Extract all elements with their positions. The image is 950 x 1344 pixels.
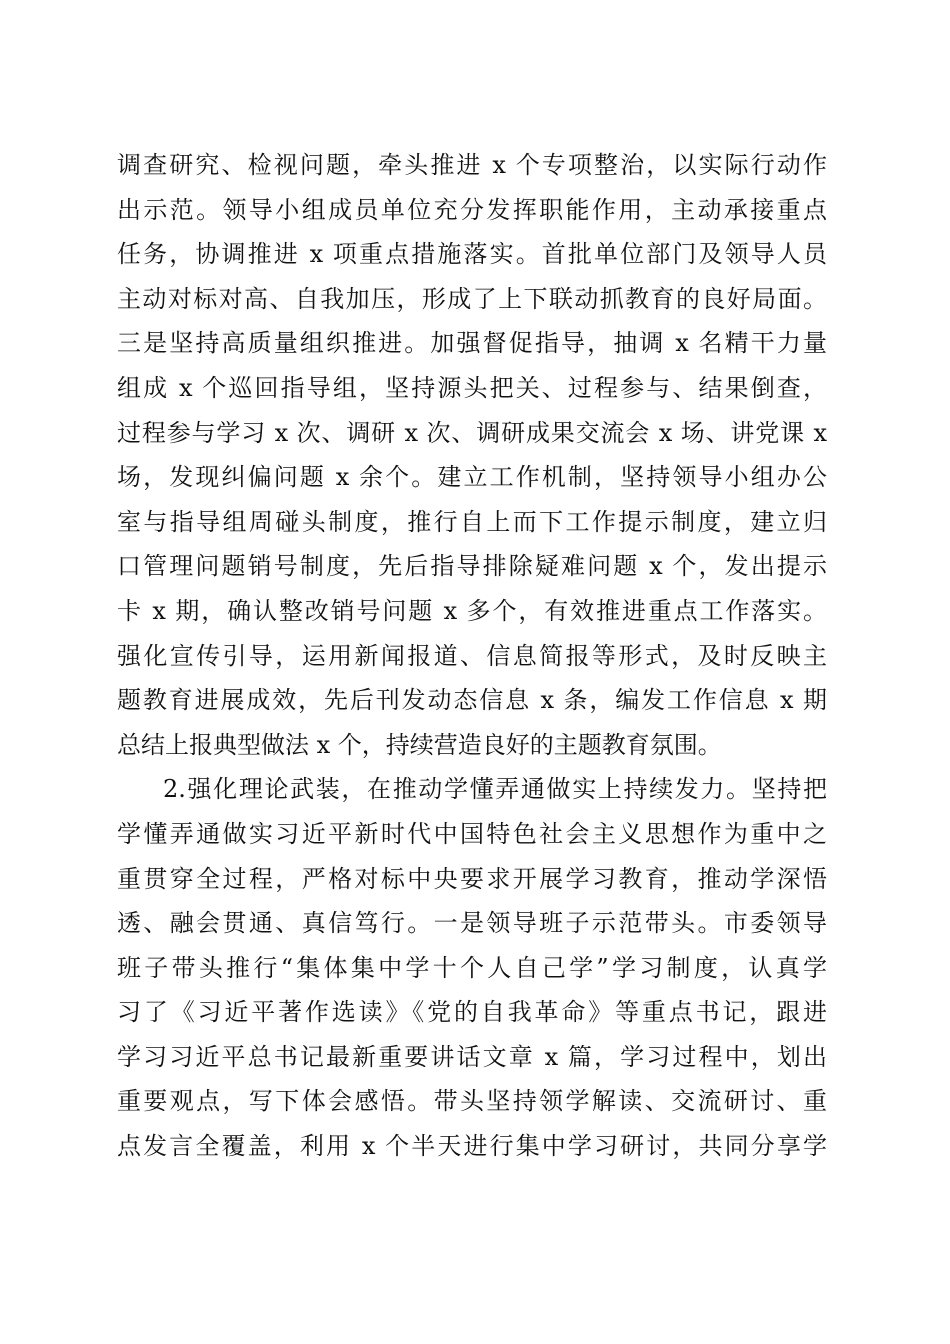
text-line: 总结上报典型做法 x 个，持续营造良好的主题教育氛围。 (117, 730, 722, 759)
text-line: 三是坚持高质量组织推进。加强督促指导，抽调 x 名精干力量 (117, 329, 827, 358)
text-line: 过程参与学习 x 次、调研 x 次、调研成果交流会 x 场、讲党课 x (117, 418, 827, 447)
text-line: 主动对标对高、自我加压，形成了上下联动抓教育的良好局面。 (117, 284, 827, 313)
text-line: 出示范。领导小组成员单位充分发挥职能作用，主动承接重点 (117, 195, 827, 224)
text-line: 卡 x 期，确认整改销号问题 x 多个，有效推进重点工作落实。 (117, 596, 827, 625)
text-line: 室与指导组周碰头制度，推行自上而下工作提示制度，建立归 (117, 507, 827, 536)
text-line: 学习习近平总书记最新重要讲话文章 x 篇，学习过程中，划出 (117, 1042, 827, 1071)
text-line: 口管理问题销号制度，先后指导排除疑难问题 x 个，发出提示 (117, 552, 827, 581)
text-line: 重要观点，写下体会感悟。带头坚持领学解读、交流研讨、重 (117, 1087, 827, 1116)
text-line: 组成 x 个巡回指导组，坚持源头把关、过程参与、结果倒查， (117, 373, 827, 402)
text-line: 重贯穿全过程，严格对标中央要求开展学习教育，推动学深悟 (117, 864, 827, 893)
text-line: 班子带头推行“集体集中学十个人自己学”学习制度，认真学 (117, 953, 827, 982)
text-line: 场，发现纠偏问题 x 余个。建立工作机制，坚持领导小组办公 (117, 463, 827, 492)
text-line: 强化宣传引导，运用新闻报道、信息简报等形式，及时反映主 (117, 641, 827, 670)
text-line: 透、融会贯通、真信笃行。一是领导班子示范带头。市委领导 (117, 909, 827, 938)
text-line: 调查研究、检视问题，牵头推进 x 个专项整治，以实际行动作 (117, 151, 827, 179)
text-line: 任务，协调推进 x 项重点措施落实。首批单位部门及领导人员 (117, 240, 827, 269)
section-heading-line: 2.强化理论武装，在推动学懂弄通做实上持续发力。坚持把 (163, 775, 827, 804)
text-line: 点发言全覆盖，利用 x 个半天进行集中学习研讨，共同分享学 (117, 1132, 827, 1161)
text-line: 题教育进展成效，先后刊发动态信息 x 条，编发工作信息 x 期 (117, 686, 827, 715)
text-line: 习了《习近平著作选读》《党的自我革命》等重点书记，跟进 (117, 998, 827, 1027)
body-text (117, 143, 827, 1169)
text-line: 学懂弄通做实习近平新时代中国特色社会主义思想作为重中之 (117, 819, 827, 848)
